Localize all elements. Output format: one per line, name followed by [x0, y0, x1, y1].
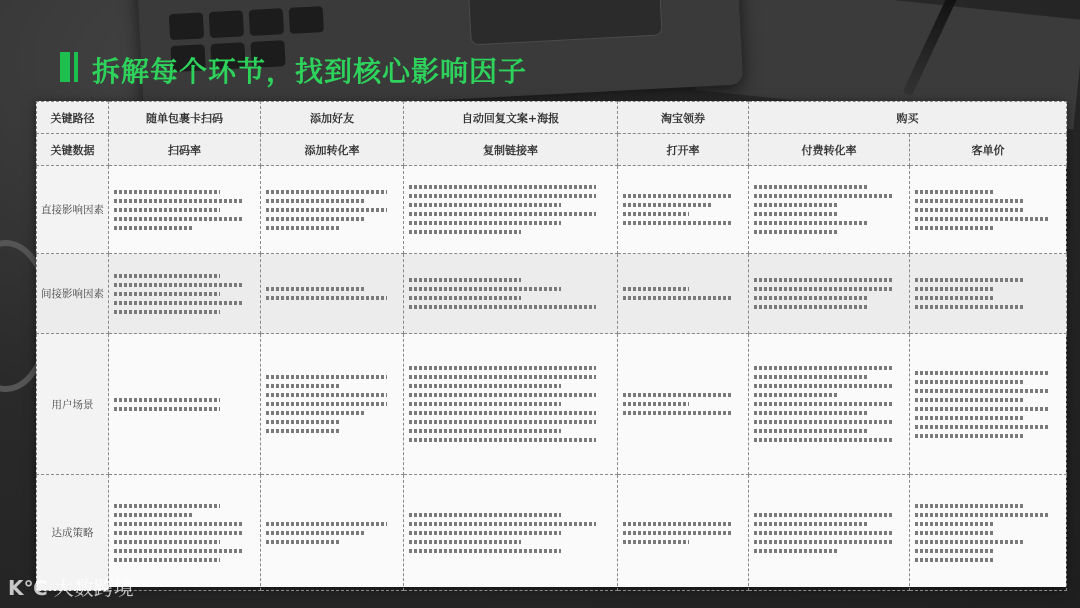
table-row [37, 475, 1067, 591]
table-row [37, 254, 1067, 334]
blurred-cell [910, 334, 1067, 475]
table-row [37, 334, 1067, 475]
watermark-text: 大数跨境 [53, 576, 134, 600]
blurred-cell [618, 334, 749, 475]
row-label: 间接影响因素 [37, 254, 109, 334]
analysis-table [36, 101, 1067, 591]
metric: 添加转化率 [261, 134, 404, 166]
path-header-row [37, 102, 1067, 134]
metric-header-label: 关键数据 [37, 134, 109, 166]
page-title: 拆解每个环节，找到核心影响因子 [92, 55, 528, 88]
metric: 扫码率 [109, 134, 261, 166]
analysis-table-panel [36, 101, 1066, 587]
path-step: 淘宝领券 [618, 102, 749, 134]
blurred-cell [910, 166, 1067, 254]
path-step: 随单包裹卡扫码 [109, 102, 261, 134]
blurred-cell [910, 254, 1067, 334]
blurred-cell [261, 475, 404, 591]
blurred-cell [109, 254, 261, 334]
watermark [8, 572, 134, 601]
path-step: 添加好友 [261, 102, 404, 134]
blurred-cell [749, 334, 910, 475]
blurred-cell [404, 334, 618, 475]
blurred-cell [749, 166, 910, 254]
blurred-cell [749, 475, 910, 591]
path-step: 购买 [749, 102, 1067, 134]
row-label: 用户场景 [37, 334, 109, 475]
metric: 付费转化率 [749, 134, 910, 166]
row-label: 直接影响因素 [37, 166, 109, 254]
metric: 客单价 [910, 134, 1067, 166]
blurred-cell [404, 475, 618, 591]
blurred-cell [261, 166, 404, 254]
table-row [37, 166, 1067, 254]
blurred-cell [618, 254, 749, 334]
path-header-label: 关键路径 [37, 102, 109, 134]
blurred-cell [261, 254, 404, 334]
watermark-logo: K℃ [8, 576, 48, 600]
blurred-cell [404, 254, 618, 334]
blurred-cell [109, 166, 261, 254]
blurred-cell [109, 334, 261, 475]
metric: 打开率 [618, 134, 749, 166]
blurred-cell [749, 254, 910, 334]
blurred-cell [618, 475, 749, 591]
blurred-cell [261, 334, 404, 475]
blurred-cell [910, 475, 1067, 591]
row-label: 达成策略 [37, 475, 109, 591]
title-accent-bar [60, 52, 70, 82]
path-step: 自动回复文案+海报 [404, 102, 618, 134]
metric: 复制链接率 [404, 134, 618, 166]
blurred-cell [404, 166, 618, 254]
title-accent-bar-thin [74, 52, 78, 82]
metric-header-row [37, 134, 1067, 166]
blurred-cell [618, 166, 749, 254]
